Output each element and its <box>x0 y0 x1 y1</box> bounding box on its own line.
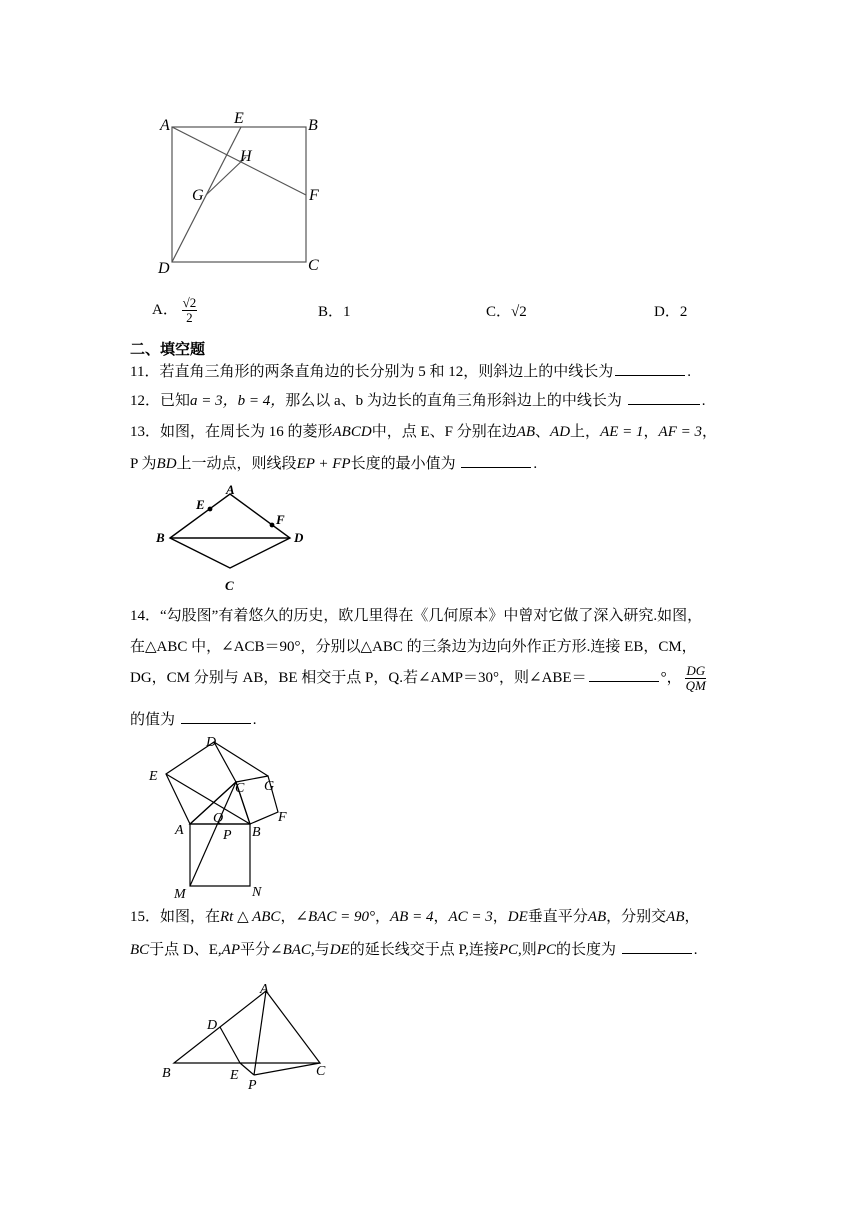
label-H: H <box>240 148 252 165</box>
label-F: F <box>276 512 285 527</box>
label-D: D <box>207 1018 218 1033</box>
label-Q: Q <box>213 811 224 826</box>
label-D: D <box>158 260 170 277</box>
label-E: E <box>230 1068 239 1083</box>
choice-a-fraction: $\frac{√2}{2}$ <box>182 295 197 325</box>
choice-b: B．1 <box>318 304 351 320</box>
label-B: B <box>308 117 318 134</box>
question-15-line-2: BC于点 D、E,AP平分∠BAC,与DE的延长线交于点 P,连接PC,则PC的长度为 . <box>130 942 698 958</box>
question-14-line-3: DG，CM 分别与 AB，BE 相交于点 P，Q.若∠AMP＝30°，则∠ABE＝ °， $\frac{DG}{QM}$ <box>130 663 706 693</box>
question-14-line-1: 14．“勾股图”有着悠久的历史，欧几里得在《几何原本》中曾对它做了深入研究.如图， <box>130 608 703 624</box>
label-F: F <box>278 810 287 825</box>
square-figure <box>150 105 340 285</box>
label-N: N <box>252 885 262 900</box>
pythagorean-figure <box>140 730 300 900</box>
choice-c: C．√2 <box>486 304 527 320</box>
choice-d: D．2 <box>654 304 688 320</box>
dg-qm-fraction: $\frac{DG}{QM}$ <box>685 663 706 693</box>
label-P: P <box>223 828 232 843</box>
label-M: M <box>174 887 186 900</box>
section-title: 二、填空题 <box>130 340 206 358</box>
label-B: B <box>252 825 261 840</box>
label-C: C <box>225 578 234 593</box>
label-F: F <box>309 187 319 204</box>
label-P: P <box>248 1078 257 1093</box>
question-12: 12．已知a = 3，b = 4，那么以 a、b 为边长的直角三角形斜边上的中线长为 . <box>130 393 706 409</box>
label-A: A <box>160 117 170 134</box>
choice-a: A． $\frac{√2}{2}$ <box>152 295 197 325</box>
question-13-line-2: P 为BD上一动点，则线段EP + FP长度的最小值为 . <box>130 456 538 472</box>
label-G: G <box>264 779 275 794</box>
label-C: C <box>235 781 245 796</box>
label-G: G <box>192 187 204 204</box>
label-E: E <box>149 769 158 784</box>
label-B: B <box>162 1066 171 1081</box>
label-D: D <box>206 735 217 750</box>
label-E: E <box>234 110 244 127</box>
question-11: 11．若直角三角形的两条直角边的长分别为 5 和 12，则斜边上的中线长为 . <box>130 364 691 380</box>
label-E: E <box>196 497 205 512</box>
question-13-line-1: 13．如图，在周长为 16 的菱形ABCD中，点 E、F 分别在边AB、AD上，AE = 1，AF = 3， <box>130 424 717 440</box>
label-B: B <box>156 530 165 545</box>
label-C: C <box>308 257 319 274</box>
rhombus-figure <box>150 480 320 595</box>
question-15-line-1: 15．如图，在Rt △ ABC，∠BAC = 90°，AB = 4，AC = 3，DE垂直平分AB，分别交AB， <box>130 909 700 925</box>
question-14-line-4: 的值为 . <box>130 712 257 728</box>
label-C: C <box>316 1064 326 1079</box>
question-14-line-2: 在△ABC 中，∠ACB＝90°，分别以△ABC 的三条边为边向外作正方形.连接 EB，CM， <box>130 639 697 655</box>
label-D: D <box>294 530 304 545</box>
triangle-figure <box>150 975 350 1100</box>
label-A: A <box>226 482 235 497</box>
label-A: A <box>175 823 184 838</box>
label-A: A <box>260 982 269 997</box>
